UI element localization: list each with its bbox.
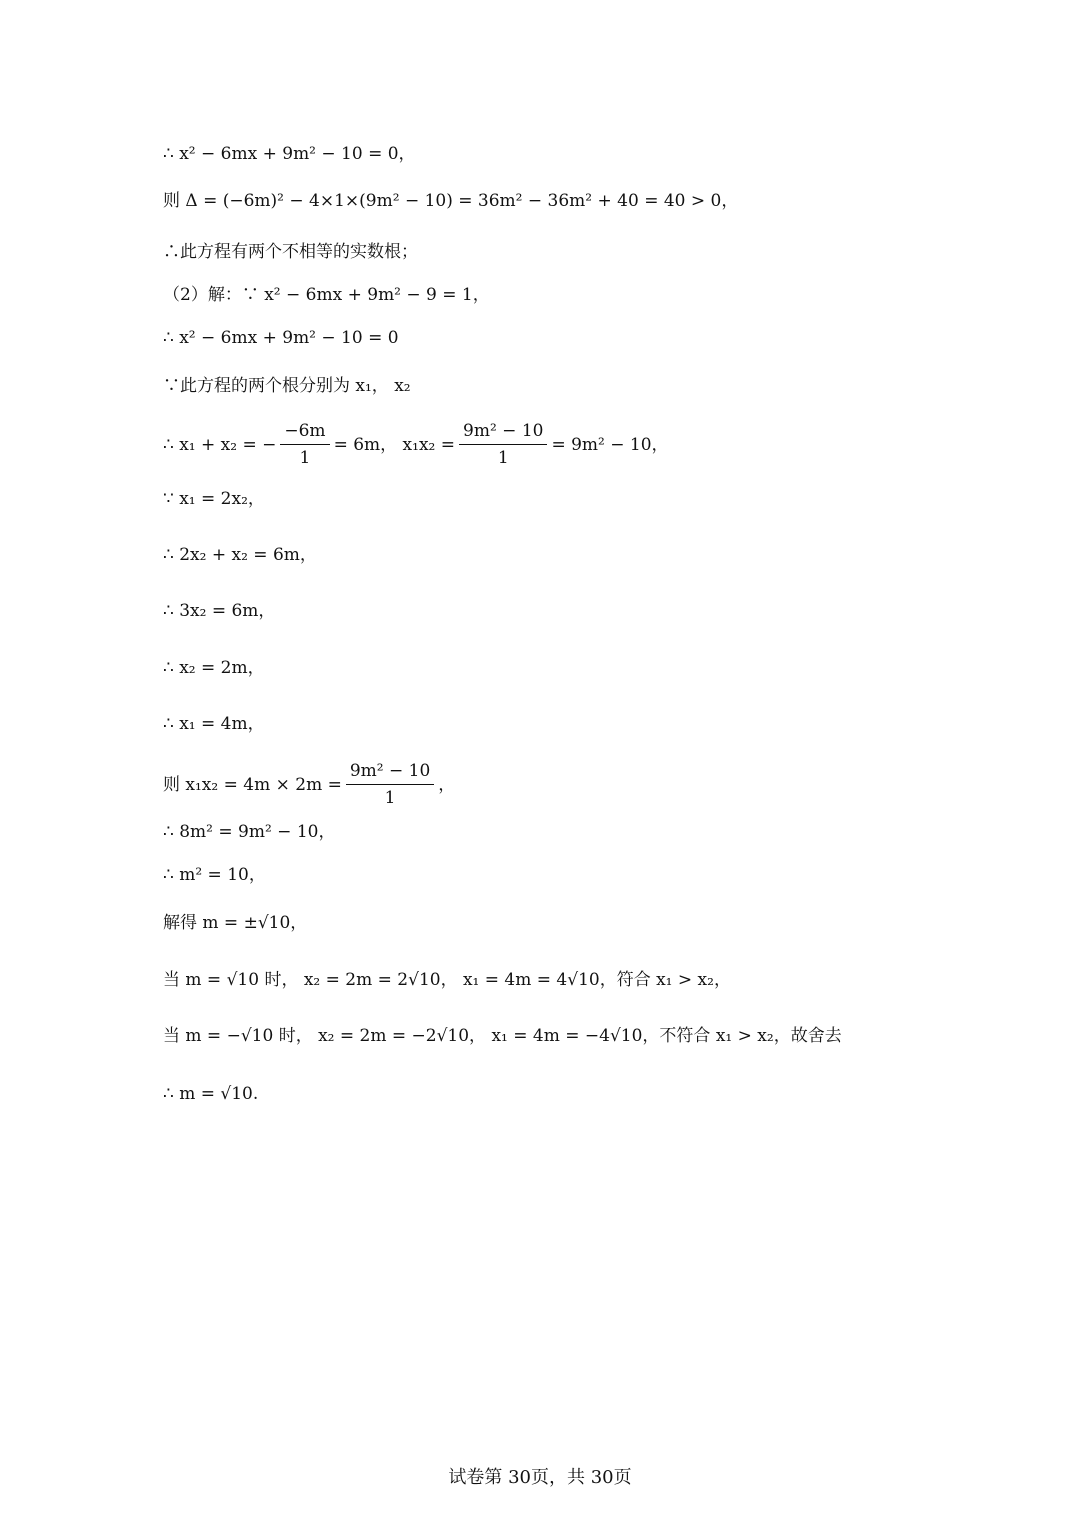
- step-text: ∴ m = √10.: [163, 1084, 259, 1104]
- fraction-denominator: 1: [299, 448, 311, 468]
- step-text: = 6m， x₁x₂ =: [333, 434, 456, 455]
- step-line: [163, 712, 265, 736]
- step-text: ∴ x₁ = 4m，: [163, 714, 265, 734]
- step-text: （2）解：∵ x² − 6mx + 9m² − 9 = 1，: [163, 285, 490, 305]
- step-line: [163, 326, 399, 350]
- step-text: ∴ x₁ + x₂ = −: [163, 434, 277, 455]
- step-line: [163, 656, 265, 680]
- step-line: [163, 599, 275, 623]
- step-text: 则 Δ = (−6m)² − 4×1×(9m² − 10) = 36m² − 36m² + 40 = 40 > 0，: [163, 191, 739, 211]
- step-text: ∴ x² − 6mx + 9m² − 10 = 0: [163, 328, 399, 348]
- step-line: [163, 487, 265, 511]
- step-text: ，: [438, 774, 456, 795]
- step-text: 则 x₁x₂ = 4m × 2m =: [163, 774, 342, 795]
- step-line: [163, 1024, 842, 1048]
- fraction-denominator: 1: [497, 448, 509, 468]
- step-text: 当 m = √10 时， x₂ = 2m = 2√10， x₁ = 4m = 4√10，符合 x₁ > x₂，: [163, 970, 731, 990]
- step-line: [163, 968, 731, 992]
- step-text: 当 m = −√10 时， x₂ = 2m = −2√10， x₁ = 4m = −4√10，不符合 x₁ > x₂，故舍去: [163, 1026, 842, 1046]
- step-line: [163, 863, 266, 887]
- step-line: [163, 543, 317, 567]
- step-line: [163, 1082, 258, 1106]
- step-text: ∴ 2x₂ + x₂ = 6m，: [163, 545, 317, 565]
- fraction-numerator: 9m² − 10: [459, 420, 547, 445]
- step-text: 解得 m = ±√10，: [163, 913, 308, 933]
- step-text: ∵ x₁ = 2x₂，: [163, 489, 265, 509]
- step-line: [163, 142, 416, 166]
- step-text: ∴ m² = 10，: [163, 865, 266, 885]
- step-line: [163, 820, 335, 844]
- step-line: [163, 911, 307, 935]
- fraction-denominator: 1: [384, 788, 396, 808]
- step-text: ∴此方程有两个不相等的实数根；: [163, 242, 418, 262]
- step-line: [163, 189, 738, 213]
- fraction: [459, 420, 547, 469]
- step-text: ∴ x₂ = 2m，: [163, 658, 265, 678]
- step-line: [163, 283, 490, 307]
- page-footer: 试卷第 30页，共 30页: [448, 1467, 632, 1488]
- step-text: ∴ x² − 6mx + 9m² − 10 = 0，: [163, 144, 416, 164]
- step-text: ∵此方程的两个根分别为 x₁， x₂: [163, 376, 411, 396]
- fraction: [280, 420, 329, 469]
- step-text: = 9m² − 10，: [551, 434, 669, 455]
- step-line-fraction: [163, 420, 669, 469]
- step-line-fraction: [163, 760, 455, 809]
- fraction-numerator: −6m: [280, 420, 329, 445]
- fraction-numerator: 9m² − 10: [346, 760, 434, 785]
- fraction: [346, 760, 434, 809]
- step-text: ∴ 3x₂ = 6m，: [163, 601, 276, 621]
- step-line: [163, 374, 411, 398]
- step-text: ∴ 8m² = 9m² − 10，: [163, 822, 336, 842]
- step-line: [163, 240, 418, 264]
